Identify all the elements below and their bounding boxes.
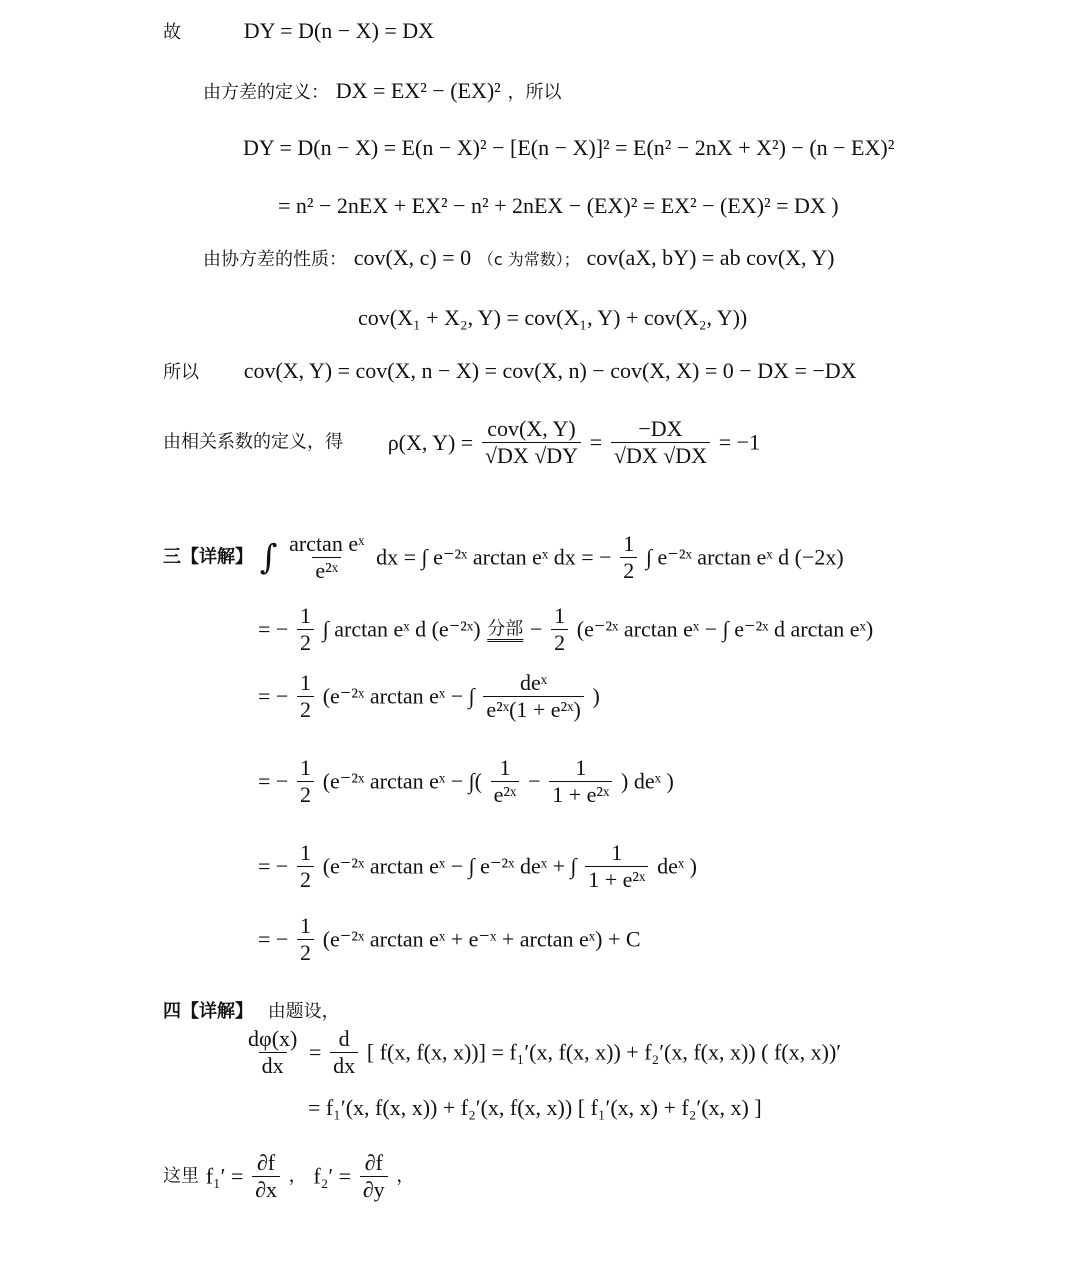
line-part3-r6 xyxy=(258,915,641,964)
frac-rho-2 xyxy=(611,418,710,467)
eq-dy-result: = n² − 2nEX + EX² − n² + 2nEX − (EX)² = EX² − (EX)² = DX ) xyxy=(278,193,839,218)
line-variance-def xyxy=(203,80,561,102)
line-part3-r1 xyxy=(163,533,844,582)
note-constant: （c 为常数）； xyxy=(477,250,580,269)
frac-integrand xyxy=(286,533,367,582)
frac-half xyxy=(297,915,314,964)
frac-rho-1-num: cov(X, Y) xyxy=(487,416,576,441)
ddx-num: d xyxy=(338,1026,350,1051)
r4-neg: = − xyxy=(258,768,289,794)
r2-neg: = − xyxy=(258,616,289,642)
half-den: 2 xyxy=(551,629,568,654)
line-part3-r2: = − $\frac{1}{2}$ ∫ arctan eˣ d (e⁻²ˣ) 分部 − $\frac{1}{2}$ (e⁻²ˣ arctan eˣ − ∫ e⁻²ˣ d arctan eˣ) xyxy=(258,603,874,655)
line-part3-r5 xyxy=(258,842,697,891)
half-den: 2 xyxy=(297,939,314,964)
r1-expr-a: dx = ∫ e⁻²ˣ arctan eˣ dx = − xyxy=(376,544,612,570)
eq-cov-const: cov(X, c) = 0 xyxy=(353,245,472,270)
r6-expr: (e⁻²ˣ arctan eˣ + e⁻ˣ + arctan eˣ) + C xyxy=(322,926,641,952)
r3-expr-b: ) xyxy=(592,683,600,709)
partial-x-num: ∂f xyxy=(256,1150,276,1175)
dphi-num: dφ(x) xyxy=(248,1026,298,1051)
text-correlation-def: 由相关系数的定义，得 xyxy=(163,431,343,453)
frac-rho-2-num: −DX xyxy=(638,416,683,441)
partial-x-den: ∂x xyxy=(252,1176,280,1201)
half-num: 1 xyxy=(300,913,312,938)
frac-ddx xyxy=(330,1028,358,1077)
r4-n1: 1 xyxy=(499,755,511,780)
line-part4-heading xyxy=(163,1000,340,1021)
eq-cov-scale: cov(aX, bY) = ab cov(X, Y) xyxy=(586,245,835,270)
q3-f1: f₁′ = xyxy=(205,1163,244,1189)
line-part3-r3 xyxy=(258,672,600,721)
half-den: 2 xyxy=(620,557,637,582)
line-dy-expand xyxy=(243,137,894,159)
eq-variance: DX = EX² − (EX)² xyxy=(335,78,501,103)
r5-num: 1 xyxy=(611,840,623,865)
frac-r5 xyxy=(585,842,648,891)
q1-eq: = xyxy=(309,1039,322,1065)
frac-partial-x xyxy=(252,1152,280,1201)
line-part3-r4 xyxy=(258,757,674,806)
label-suoyi: 所以 xyxy=(163,362,199,383)
text-suoyi: ，所以 xyxy=(507,82,562,103)
frac-rho-1 xyxy=(482,418,581,467)
r3-neg: = − xyxy=(258,683,289,709)
half-num: 1 xyxy=(554,603,566,628)
half-num: 1 xyxy=(300,603,312,628)
part4-intro: 由题设， xyxy=(267,1001,340,1022)
line-correlation xyxy=(163,418,760,467)
frac-integrand-den: e²ˣ xyxy=(312,557,341,582)
r2-expr-a: ∫ arctan eˣ d (e⁻²ˣ) xyxy=(322,616,481,642)
label-gu: 故 xyxy=(163,22,181,43)
eq-rho-rhs: = −1 xyxy=(718,429,761,455)
half-den: 2 xyxy=(297,781,314,806)
half-den: 2 xyxy=(297,629,314,654)
line-cov-props xyxy=(203,247,834,269)
frac-partial-y xyxy=(360,1152,388,1201)
r4-expr-b: ) deˣ ) xyxy=(621,768,674,794)
frac-half xyxy=(297,672,314,721)
r4-n2: 1 xyxy=(575,755,587,780)
r3-num: deˣ xyxy=(520,670,548,695)
r5-neg: = − xyxy=(258,853,289,879)
ddx-den: dx xyxy=(330,1052,358,1077)
frac-half xyxy=(297,757,314,806)
line-gu xyxy=(163,20,434,42)
r3-den: e²ˣ(1 + e²ˣ) xyxy=(483,696,584,721)
r5-expr-b: deˣ ) xyxy=(657,853,698,879)
frac-dphi xyxy=(245,1028,300,1077)
line-part4-q3 xyxy=(163,1152,414,1201)
half-den: 2 xyxy=(297,696,314,721)
eq-rho-lhs: ρ(X, Y) = xyxy=(387,429,474,455)
q3-f2: f₂′ = xyxy=(313,1163,352,1189)
eq-cov-add: cov(X₁ + X₂, Y) = cov(X₁, Y) + cov(X₂, Y)) xyxy=(358,305,748,330)
frac-r4-1 xyxy=(491,757,520,806)
integral-sign: ∫ xyxy=(259,537,278,578)
frac-rho-1-den: √DX √DY xyxy=(482,442,581,467)
r4-mid: − xyxy=(528,768,541,794)
by-parts-label: 分部 xyxy=(487,618,524,640)
frac-half xyxy=(620,533,637,582)
frac-half xyxy=(297,605,314,654)
r5-den: 1 + e²ˣ xyxy=(585,866,648,891)
partial-y-den: ∂y xyxy=(360,1176,388,1201)
frac-half xyxy=(551,605,568,654)
r4-expr-a: (e⁻²ˣ arctan eˣ − ∫( xyxy=(322,768,482,794)
section-four-tag: 【详解】 xyxy=(181,1001,253,1022)
eq-dy-expand: DY = D(n − X) = E(n − X)² − [E(n − X)]² = E(n² − 2nX + X²) − (n − EX)² xyxy=(243,135,895,160)
label-zheli: 这里 xyxy=(163,1165,199,1187)
line-dy-result xyxy=(278,195,839,217)
frac-integrand-num: arctan eˣ xyxy=(289,531,365,556)
text-variance-def: 由方差的定义： xyxy=(203,82,329,103)
line-part4-q1 xyxy=(243,1028,841,1077)
half-num: 1 xyxy=(300,670,312,695)
r6-neg: = − xyxy=(258,926,289,952)
eq-cov-xy: cov(X, Y) = cov(X, n − X) = cov(X, n) − cov(X, X) = 0 − DX = −DX xyxy=(243,358,857,383)
line-cov-add xyxy=(358,307,747,329)
dphi-den: dx xyxy=(259,1052,287,1077)
eq-sign: = xyxy=(589,429,603,455)
q3-sep: ， xyxy=(288,1165,307,1187)
frac-half xyxy=(297,842,314,891)
section-three-number: 三 xyxy=(163,546,181,568)
eq-dy: DY = D(n − X) = DX xyxy=(243,18,435,43)
frac-rho-2-den: √DX √DX xyxy=(611,442,710,467)
r1-expr-b: ∫ e⁻²ˣ arctan eˣ d (−2x) xyxy=(645,544,844,570)
text-cov-props: 由协方差的性质： xyxy=(203,249,347,270)
r5-expr-a: (e⁻²ˣ arctan eˣ − ∫ e⁻²ˣ deˣ + ∫ xyxy=(322,853,577,879)
half-num: 1 xyxy=(623,531,635,556)
partial-y-num: ∂f xyxy=(364,1150,383,1175)
r3-expr-a: (e⁻²ˣ arctan eˣ − ∫ xyxy=(322,683,475,709)
r4-d2: 1 + e²ˣ xyxy=(549,781,612,806)
half-den: 2 xyxy=(297,866,314,891)
line-part4-q2 xyxy=(308,1097,762,1119)
q1-rest: [ f(x, f(x, x))] = f₁′(x, f(x, x)) + f₂′(x, f(x, x)) ( f(x, x))′ xyxy=(366,1039,842,1065)
q2-expr: = f₁′(x, f(x, x)) + f₂′(x, f(x, x)) [ f₁′(x, x) + f₂′(x, x) ] xyxy=(308,1095,762,1120)
half-num: 1 xyxy=(300,840,312,865)
line-cov-xy xyxy=(163,360,857,382)
r2-expr-b: (e⁻²ˣ arctan eˣ − ∫ e⁻²ˣ d arctan eˣ) xyxy=(576,616,874,642)
half-num: 1 xyxy=(300,755,312,780)
r4-d1: e²ˣ xyxy=(491,781,520,806)
frac-r3 xyxy=(483,672,584,721)
frac-r4-2 xyxy=(549,757,612,806)
q3-end: ， xyxy=(396,1165,415,1187)
section-three-tag: 【详解】 xyxy=(181,546,253,568)
section-four-number: 四 xyxy=(163,1001,181,1022)
